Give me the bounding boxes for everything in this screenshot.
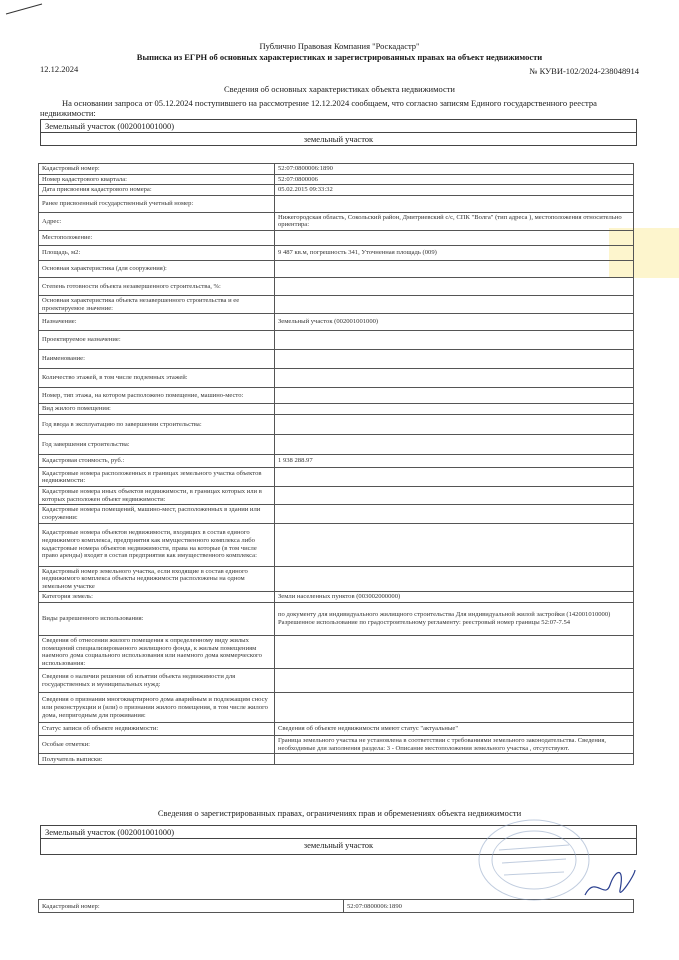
object-type: земельный участок — [40, 133, 637, 146]
table-cell-value — [275, 388, 634, 404]
table-cell-key: Адрес: — [39, 212, 275, 230]
table-row — [39, 592, 634, 603]
table-row — [39, 415, 634, 435]
table-cell-value: Земли населенных пунктов (003002000000) — [275, 592, 634, 603]
table-cell-key: Статус записи об объекте недвижимости: — [39, 723, 275, 736]
table-cell-value: Нижегородская область, Сокольский район, Дмитриевский с/с, СПК "Волга" (тип адреса ), местоположения относительно ориентира: — [275, 212, 634, 230]
table-cell-value — [275, 693, 634, 723]
table-cell-key: Кадастровый номер земельного участка, если входящие в состав единого недвижимого комплекса объекты недвижимости расположены на одном земельном участке — [39, 566, 275, 592]
table-cell-key: Кадастровый номер: — [39, 900, 344, 913]
table-row — [39, 487, 634, 505]
table-row — [39, 455, 634, 468]
section-2-object-label: Земельный участок (002001001000) — [40, 825, 637, 839]
table-cell-key: Количество этажей, в том числе подземных этажей: — [39, 369, 275, 388]
table-cell-value — [275, 669, 634, 693]
table-cell-value — [275, 505, 634, 523]
table-cell-key: Сведения об отнесении жилого помещения к определенному виду жилых помещений специализированного жилищного фонда, к жилым помещениям наемного дома социального использования или наемного дома коммерческого использования: — [39, 635, 275, 668]
table-cell-value: 52:07:0800006:1890 — [275, 164, 634, 175]
table-row — [39, 669, 634, 693]
table-row — [39, 230, 634, 245]
table-cell-value — [275, 468, 634, 487]
table-cell-value — [275, 415, 634, 435]
characteristics-table — [38, 163, 634, 765]
table-row — [39, 174, 634, 185]
table-cell-value: Сведения об объекте недвижимости имеют статус "актуальные" — [275, 723, 634, 736]
table-cell-value — [275, 260, 634, 277]
table-cell-key: Категория земель: — [39, 592, 275, 603]
table-cell-value — [275, 369, 634, 388]
table-cell-value — [275, 523, 634, 566]
table-cell-key: Наименование: — [39, 350, 275, 369]
table-cell-key: Проектируемое назначение: — [39, 331, 275, 350]
table-cell-value — [275, 331, 634, 350]
table-row — [39, 754, 634, 765]
official-stamp — [474, 815, 594, 905]
table-row — [39, 468, 634, 487]
table-cell-key: Год ввода в эксплуатацию по завершении строительства: — [39, 415, 275, 435]
table-cell-value — [275, 566, 634, 592]
table-cell-key: Основная характеристика объекта незавершенного строительства и ее проектируемое значение: — [39, 295, 275, 313]
table-row — [39, 435, 634, 455]
section-2-title: Сведения о зарегистрированных правах, ограничениях прав и обременениях объекта недвижимости — [157, 808, 522, 818]
table-row — [39, 185, 634, 196]
table-row — [39, 602, 634, 635]
table-cell-value: 05.02.2015 09:33:32 — [275, 185, 634, 196]
table-cell-value: Земельный участок (002001001000) — [275, 314, 634, 331]
table-cell-key: Назначение: — [39, 314, 275, 331]
table-cell-value — [275, 195, 634, 212]
table-cell-value — [275, 435, 634, 455]
table-cell-key: Вид жилого помещения: — [39, 404, 275, 415]
table-cell-key: Кадастровые номера расположенных в границах земельного участка объектов недвижимости: — [39, 468, 275, 487]
table-row — [39, 277, 634, 295]
table-row — [39, 723, 634, 736]
table-cell-key: Площадь, м2: — [39, 245, 275, 260]
table-row — [39, 195, 634, 212]
table-row — [39, 350, 634, 369]
table-row — [39, 388, 634, 404]
table-cell-key: Сведения о признании многоквартирного дома аварийным и подлежащим сносу или реконструкции и (или) о признании жилого помещения, в том числе жилого дома, непригодным для проживания: — [39, 693, 275, 723]
table-cell-value: 1 938 288.97 — [275, 455, 634, 468]
table-cell-value — [275, 350, 634, 369]
table-cell-key: Дата присвоения кадастрового номера: — [39, 185, 275, 196]
table-row — [39, 523, 634, 566]
table-cell-value — [275, 277, 634, 295]
table-cell-key: Кадастровый номер: — [39, 164, 275, 175]
table-cell-key: Сведения о наличии решения об изъятии объекта недвижимости для государственных и муниципальных нужд: — [39, 669, 275, 693]
table-cell-key: Получатель выписки: — [39, 754, 275, 765]
intro-paragraph: На основании запроса от 05.12.2024 поступившего на рассмотрение 12.12.2024 сообщаем, что согласно записям Единого государственного реестра недвижимости: — [40, 98, 597, 118]
table-cell-key: Кадастровая стоимость, руб.: — [39, 455, 275, 468]
table-cell-value — [275, 487, 634, 505]
table-row — [39, 245, 634, 260]
table-cell-key: Номер, тип этажа, на котором расположено помещение, машино-место: — [39, 388, 275, 404]
document-title: Выписка из ЕГРН об основных характеристиках и зарегистрированных правах на объект недвижимости — [136, 52, 543, 62]
document-number: № КУВИ-102/2024-238048914 — [529, 66, 639, 76]
table-cell-value: 52:07:0800006 — [275, 174, 634, 185]
table-cell-key: Кадастровые номера объектов недвижимости, входящих в состав единого недвижимого комплекса, предприятия как имущественного комплекса либо кадастровые номера объектов недвижимости, права на которые (в том числе право аренды) входят в состав предприятия как имущественного комплекса: — [39, 523, 275, 566]
object-label: Земельный участок (002001001000) — [40, 119, 637, 133]
table-cell-value — [275, 295, 634, 313]
table-cell-key: Степень готовности объекта незавершенного строительства, %: — [39, 277, 275, 295]
table-cell-key: Особые отметки: — [39, 736, 275, 754]
pen-mark — [4, 2, 44, 16]
table-row — [39, 566, 634, 592]
org-name: Публично Правовая Компания "Роскадастр" — [259, 41, 420, 51]
table-row — [39, 295, 634, 313]
document-date: 12.12.2024 — [40, 64, 79, 74]
table-cell-key: Ранее присвоенный государственный учетный номер: — [39, 195, 275, 212]
table-row — [39, 164, 634, 175]
table-row — [39, 505, 634, 523]
table-cell-key: Номер кадастрового квартала: — [39, 174, 275, 185]
table-cell-key: Кадастровые номера помещений, машино-мест, расположенных в здании или сооружении: — [39, 505, 275, 523]
table-cell-value — [275, 404, 634, 415]
table-cell-value — [275, 635, 634, 668]
table-row — [39, 314, 634, 331]
table-row — [39, 404, 634, 415]
table-cell-value — [275, 754, 634, 765]
table-cell-key: Основная характеристика (для сооружения): — [39, 260, 275, 277]
table-cell-key: Виды разрешенного использования: — [39, 602, 275, 635]
table-row — [39, 635, 634, 668]
table-cell-value: Граница земельного участка не установлена в соответствии с требованиями земельного законодательства. Сведения, необходимые для заполнения раздела: 3 - Описание местоположения земельного участка , отсутствуют. — [275, 736, 634, 754]
table-row — [39, 260, 634, 277]
table-cell-value: 52:07:0800006:1890 — [344, 900, 634, 913]
table-cell-key: Кадастровые номера иных объектов недвижимости, в границах которых или в которых расположен объект недвижимости: — [39, 487, 275, 505]
table-cell-key: Год завершения строительства: — [39, 435, 275, 455]
table-row — [39, 693, 634, 723]
table-row — [39, 736, 634, 754]
table-row — [39, 212, 634, 230]
table-cell-key: Местоположение: — [39, 230, 275, 245]
table-cell-value: по документу для индивидуального жилищного строительства Для индивидуальной жилой застройки (142001010000) Разрешенное использование по градостроительному регламенту: реестровый номер границы 52:07-7.54 — [275, 602, 634, 635]
table-row — [39, 369, 634, 388]
section-1-title: Сведения об основных характеристиках объекта недвижимости — [224, 84, 455, 94]
section-2-object-type: земельный участок — [40, 839, 637, 855]
table-row — [39, 331, 634, 350]
table-cell-value — [275, 230, 634, 245]
table-cell-value: 9 487 кв.м, погрешность 341, Уточненная площадь (009) — [275, 245, 634, 260]
signature — [580, 855, 640, 905]
